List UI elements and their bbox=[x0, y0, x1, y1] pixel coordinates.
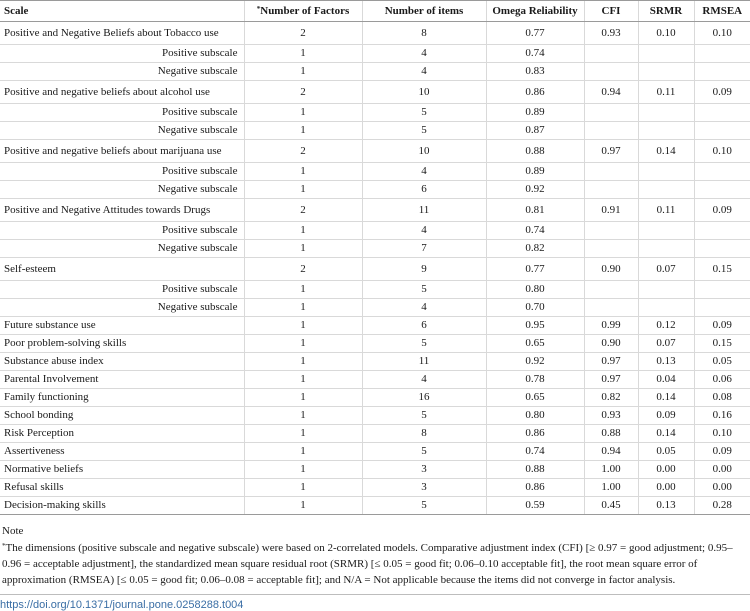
cell-rmsea bbox=[694, 45, 750, 63]
table-row bbox=[0, 425, 750, 443]
cell-rmsea bbox=[694, 122, 750, 140]
cell-omega: 0.82 bbox=[486, 240, 584, 258]
note-text: The dimensions (positive subscale and negative subscale) were based on 2-correlated models. Comparative adjustment index (CFI) [≥ 0.97 = good adjustment; 0.95–0.96 = acceptable adjustment], the standardized mean square residual root (SRMR) [≤ 0.05 = good fit; 0.06–0.10 acceptable fit], the root mean square error of approximation (RMSEA) [≤ 0.05 = good fit; 0.06–0.08 = acceptable fit]; and N/A = Not applicable because the items did not converge in factor analysis. bbox=[2, 542, 733, 586]
cell-items: 5 bbox=[362, 104, 486, 122]
cell-items: 10 bbox=[362, 140, 486, 163]
cell-items: 5 bbox=[362, 281, 486, 299]
cell-scale: Negative subscale bbox=[0, 240, 244, 258]
cell-cfi: 0.94 bbox=[584, 443, 638, 461]
cell-rmsea: 0.06 bbox=[694, 371, 750, 389]
cell-scale: Positive subscale bbox=[0, 222, 244, 240]
table-row bbox=[0, 497, 750, 515]
cell-scale: Positive subscale bbox=[0, 281, 244, 299]
cell-scale: Negative subscale bbox=[0, 122, 244, 140]
cell-cfi: 0.93 bbox=[584, 407, 638, 425]
cell-cfi bbox=[584, 63, 638, 81]
cell-factors: 1 bbox=[244, 425, 362, 443]
cell-srmr: 0.14 bbox=[638, 389, 694, 407]
table-row bbox=[0, 317, 750, 335]
table-row bbox=[0, 479, 750, 497]
cell-srmr: 0.14 bbox=[638, 425, 694, 443]
cell-srmr bbox=[638, 240, 694, 258]
cell-cfi: 0.97 bbox=[584, 353, 638, 371]
table-row bbox=[0, 281, 750, 299]
cell-omega: 0.74 bbox=[486, 45, 584, 63]
cell-cfi: 1.00 bbox=[584, 461, 638, 479]
cell-omega: 0.65 bbox=[486, 389, 584, 407]
cell-scale: Positive and Negative Attitudes towards Drugs bbox=[0, 199, 244, 222]
cell-srmr bbox=[638, 163, 694, 181]
cell-omega: 0.88 bbox=[486, 140, 584, 163]
cell-scale: Assertiveness bbox=[0, 443, 244, 461]
header-factors-label: Number of Factors bbox=[260, 5, 350, 17]
cell-cfi: 0.94 bbox=[584, 81, 638, 104]
cell-omega: 0.77 bbox=[486, 22, 584, 45]
table-row bbox=[0, 22, 750, 45]
cell-omega: 0.87 bbox=[486, 122, 584, 140]
cell-factors: 1 bbox=[244, 479, 362, 497]
cell-srmr bbox=[638, 299, 694, 317]
cell-omega: 0.92 bbox=[486, 181, 584, 199]
cell-cfi: 0.90 bbox=[584, 335, 638, 353]
cell-rmsea bbox=[694, 63, 750, 81]
cell-omega: 0.89 bbox=[486, 104, 584, 122]
cell-rmsea: 0.09 bbox=[694, 81, 750, 104]
cell-scale: Positive subscale bbox=[0, 45, 244, 63]
cell-rmsea: 0.15 bbox=[694, 258, 750, 281]
cell-cfi bbox=[584, 163, 638, 181]
cell-srmr: 0.13 bbox=[638, 497, 694, 515]
note-mark: * bbox=[2, 542, 6, 550]
cell-omega: 0.65 bbox=[486, 335, 584, 353]
table-row bbox=[0, 222, 750, 240]
table-row bbox=[0, 461, 750, 479]
cell-rmsea: 0.10 bbox=[694, 140, 750, 163]
cell-items: 16 bbox=[362, 389, 486, 407]
cell-srmr bbox=[638, 122, 694, 140]
table-row bbox=[0, 140, 750, 163]
cell-rmsea bbox=[694, 299, 750, 317]
table-row bbox=[0, 122, 750, 140]
cell-omega: 0.59 bbox=[486, 497, 584, 515]
table-row bbox=[0, 299, 750, 317]
cell-srmr: 0.00 bbox=[638, 479, 694, 497]
table-row bbox=[0, 407, 750, 425]
cell-items: 4 bbox=[362, 63, 486, 81]
cell-factors: 1 bbox=[244, 353, 362, 371]
cell-cfi: 0.99 bbox=[584, 317, 638, 335]
cell-factors: 1 bbox=[244, 317, 362, 335]
cell-omega: 0.74 bbox=[486, 443, 584, 461]
cell-srmr: 0.14 bbox=[638, 140, 694, 163]
table-row bbox=[0, 104, 750, 122]
header-rmsea: RMSEA bbox=[694, 1, 750, 22]
table-row bbox=[0, 371, 750, 389]
cell-scale: Future substance use bbox=[0, 317, 244, 335]
cell-srmr bbox=[638, 45, 694, 63]
table-row bbox=[0, 163, 750, 181]
cell-omega: 0.86 bbox=[486, 81, 584, 104]
header-cfi: CFI bbox=[584, 1, 638, 22]
cell-items: 5 bbox=[362, 335, 486, 353]
cell-items: 6 bbox=[362, 181, 486, 199]
cell-rmsea: 0.28 bbox=[694, 497, 750, 515]
cell-rmsea bbox=[694, 181, 750, 199]
cell-items: 4 bbox=[362, 222, 486, 240]
cell-rmsea bbox=[694, 163, 750, 181]
cell-omega: 0.88 bbox=[486, 461, 584, 479]
cell-factors: 1 bbox=[244, 45, 362, 63]
cell-omega: 0.80 bbox=[486, 281, 584, 299]
header-factors-mark: * bbox=[256, 5, 261, 13]
cell-items: 6 bbox=[362, 317, 486, 335]
cell-srmr bbox=[638, 181, 694, 199]
cell-cfi bbox=[584, 45, 638, 63]
cell-cfi bbox=[584, 222, 638, 240]
cell-omega: 0.70 bbox=[486, 299, 584, 317]
cell-scale: Negative subscale bbox=[0, 63, 244, 81]
table-row bbox=[0, 63, 750, 81]
cell-factors: 1 bbox=[244, 240, 362, 258]
cell-scale: Normative beliefs bbox=[0, 461, 244, 479]
cell-scale: Poor problem-solving skills bbox=[0, 335, 244, 353]
table-row bbox=[0, 81, 750, 104]
cell-factors: 1 bbox=[244, 222, 362, 240]
cell-srmr bbox=[638, 63, 694, 81]
cell-cfi bbox=[584, 299, 638, 317]
table-header-row bbox=[0, 1, 750, 22]
header-items: Number of items bbox=[362, 1, 486, 22]
cell-scale: Refusal skills bbox=[0, 479, 244, 497]
table-row bbox=[0, 240, 750, 258]
cell-factors: 1 bbox=[244, 407, 362, 425]
doi-link[interactable]: https://doi.org/10.1371/journal.pone.0258288.t004 bbox=[0, 599, 244, 611]
cell-omega: 0.80 bbox=[486, 407, 584, 425]
cell-cfi bbox=[584, 104, 638, 122]
cell-scale: Negative subscale bbox=[0, 181, 244, 199]
cell-items: 5 bbox=[362, 443, 486, 461]
cell-factors: 2 bbox=[244, 22, 362, 45]
cell-scale: Positive and negative beliefs about marijuana use bbox=[0, 140, 244, 163]
cell-items: 7 bbox=[362, 240, 486, 258]
cell-scale: Risk Perception bbox=[0, 425, 244, 443]
cell-cfi: 0.97 bbox=[584, 371, 638, 389]
cell-rmsea: 0.08 bbox=[694, 389, 750, 407]
cell-factors: 1 bbox=[244, 335, 362, 353]
cell-scale: Positive and negative beliefs about alcohol use bbox=[0, 81, 244, 104]
header-omega: Omega Reliability bbox=[486, 1, 584, 22]
cell-items: 4 bbox=[362, 371, 486, 389]
cell-rmsea: 0.10 bbox=[694, 425, 750, 443]
cell-srmr: 0.11 bbox=[638, 199, 694, 222]
cell-cfi bbox=[584, 122, 638, 140]
cell-srmr: 0.04 bbox=[638, 371, 694, 389]
note-body bbox=[0, 540, 750, 588]
table-row bbox=[0, 45, 750, 63]
table-row bbox=[0, 353, 750, 371]
cell-srmr bbox=[638, 222, 694, 240]
cell-scale: Parental Involvement bbox=[0, 371, 244, 389]
cell-omega: 0.86 bbox=[486, 479, 584, 497]
cell-rmsea: 0.10 bbox=[694, 22, 750, 45]
cell-factors: 2 bbox=[244, 140, 362, 163]
cell-factors: 1 bbox=[244, 497, 362, 515]
cell-omega: 0.95 bbox=[486, 317, 584, 335]
cell-items: 5 bbox=[362, 407, 486, 425]
cell-rmsea: 0.15 bbox=[694, 335, 750, 353]
cell-cfi: 0.88 bbox=[584, 425, 638, 443]
table-row bbox=[0, 389, 750, 407]
cell-scale: Family functioning bbox=[0, 389, 244, 407]
table-row bbox=[0, 199, 750, 222]
doi-row bbox=[0, 594, 750, 611]
cell-factors: 1 bbox=[244, 163, 362, 181]
cell-omega: 0.77 bbox=[486, 258, 584, 281]
cell-srmr: 0.12 bbox=[638, 317, 694, 335]
cell-rmsea bbox=[694, 281, 750, 299]
cell-rmsea: 0.09 bbox=[694, 443, 750, 461]
cell-srmr bbox=[638, 104, 694, 122]
cell-items: 11 bbox=[362, 199, 486, 222]
cell-factors: 2 bbox=[244, 81, 362, 104]
cell-rmsea bbox=[694, 240, 750, 258]
cell-items: 9 bbox=[362, 258, 486, 281]
cell-rmsea bbox=[694, 104, 750, 122]
cell-scale: Self-esteem bbox=[0, 258, 244, 281]
cell-factors: 2 bbox=[244, 199, 362, 222]
cell-cfi: 0.45 bbox=[584, 497, 638, 515]
cell-omega: 0.86 bbox=[486, 425, 584, 443]
cell-scale: Positive subscale bbox=[0, 104, 244, 122]
header-srmr: SRMR bbox=[638, 1, 694, 22]
cell-omega: 0.81 bbox=[486, 199, 584, 222]
cell-rmsea: 0.00 bbox=[694, 479, 750, 497]
cell-items: 3 bbox=[362, 479, 486, 497]
cell-factors: 1 bbox=[244, 443, 362, 461]
cell-rmsea: 0.09 bbox=[694, 199, 750, 222]
cell-cfi: 0.93 bbox=[584, 22, 638, 45]
cell-factors: 1 bbox=[244, 63, 362, 81]
cell-cfi: 0.90 bbox=[584, 258, 638, 281]
table-body bbox=[0, 22, 750, 515]
cell-rmsea bbox=[694, 222, 750, 240]
cell-srmr bbox=[638, 281, 694, 299]
cell-items: 5 bbox=[362, 122, 486, 140]
cell-scale: School bonding bbox=[0, 407, 244, 425]
cell-items: 4 bbox=[362, 299, 486, 317]
cell-srmr: 0.00 bbox=[638, 461, 694, 479]
header-factors bbox=[244, 1, 362, 22]
cell-factors: 1 bbox=[244, 104, 362, 122]
cell-items: 11 bbox=[362, 353, 486, 371]
note-title: Note bbox=[2, 525, 24, 537]
cell-scale: Positive subscale bbox=[0, 163, 244, 181]
cell-factors: 1 bbox=[244, 461, 362, 479]
cell-cfi: 0.97 bbox=[584, 140, 638, 163]
cell-rmsea: 0.16 bbox=[694, 407, 750, 425]
cell-cfi: 0.91 bbox=[584, 199, 638, 222]
cell-rmsea: 0.09 bbox=[694, 317, 750, 335]
cell-srmr: 0.09 bbox=[638, 407, 694, 425]
cell-rmsea: 0.05 bbox=[694, 353, 750, 371]
cell-srmr: 0.10 bbox=[638, 22, 694, 45]
header-scale: Scale bbox=[0, 1, 244, 22]
cell-scale: Positive and Negative Beliefs about Tobacco use bbox=[0, 22, 244, 45]
cell-factors: 1 bbox=[244, 389, 362, 407]
cell-items: 8 bbox=[362, 22, 486, 45]
cell-cfi: 1.00 bbox=[584, 479, 638, 497]
table-row bbox=[0, 181, 750, 199]
table-row bbox=[0, 258, 750, 281]
cell-srmr: 0.05 bbox=[638, 443, 694, 461]
cell-scale: Negative subscale bbox=[0, 299, 244, 317]
cell-factors: 1 bbox=[244, 181, 362, 199]
cell-items: 4 bbox=[362, 45, 486, 63]
cell-srmr: 0.07 bbox=[638, 335, 694, 353]
cell-scale: Decision-making skills bbox=[0, 497, 244, 515]
cell-omega: 0.78 bbox=[486, 371, 584, 389]
cell-omega: 0.89 bbox=[486, 163, 584, 181]
cell-factors: 1 bbox=[244, 299, 362, 317]
cell-srmr: 0.07 bbox=[638, 258, 694, 281]
cell-factors: 1 bbox=[244, 122, 362, 140]
cell-cfi bbox=[584, 240, 638, 258]
cell-items: 4 bbox=[362, 163, 486, 181]
cell-srmr: 0.11 bbox=[638, 81, 694, 104]
table-row bbox=[0, 335, 750, 353]
cell-items: 3 bbox=[362, 461, 486, 479]
cell-omega: 0.83 bbox=[486, 63, 584, 81]
cell-scale: Substance abuse index bbox=[0, 353, 244, 371]
cell-items: 10 bbox=[362, 81, 486, 104]
cell-factors: 2 bbox=[244, 258, 362, 281]
cell-factors: 1 bbox=[244, 371, 362, 389]
cell-rmsea: 0.00 bbox=[694, 461, 750, 479]
cell-cfi: 0.82 bbox=[584, 389, 638, 407]
cell-factors: 1 bbox=[244, 281, 362, 299]
cell-items: 8 bbox=[362, 425, 486, 443]
cell-cfi bbox=[584, 281, 638, 299]
cell-srmr: 0.13 bbox=[638, 353, 694, 371]
cell-omega: 0.74 bbox=[486, 222, 584, 240]
cell-omega: 0.92 bbox=[486, 353, 584, 371]
cell-cfi bbox=[584, 181, 638, 199]
table-row bbox=[0, 443, 750, 461]
cell-items: 5 bbox=[362, 497, 486, 515]
